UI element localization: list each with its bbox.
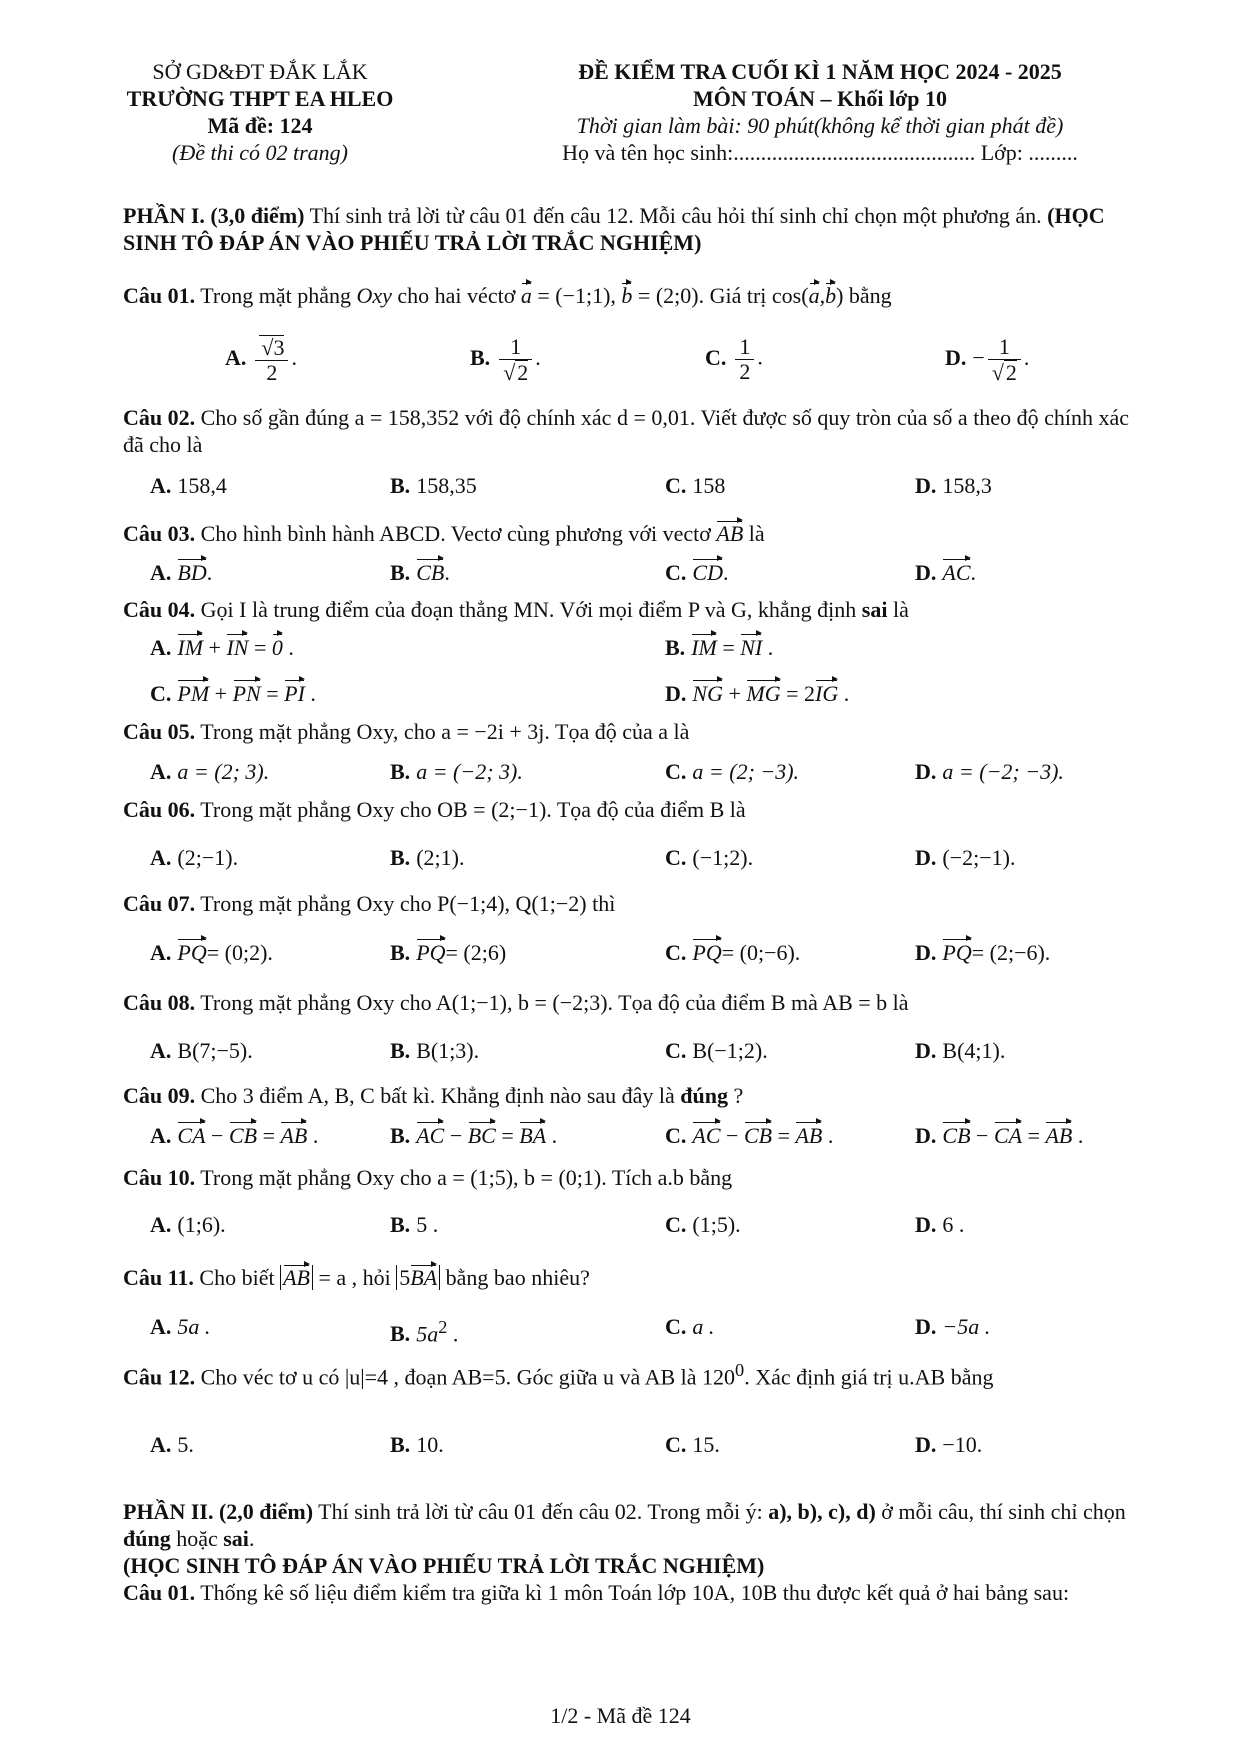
q06-b: (2;1). [416, 845, 465, 870]
q01-c-num: 1 [735, 335, 754, 360]
q01-a-den: 2 [266, 360, 278, 385]
q10-option-c[interactable] [665, 1210, 741, 1240]
department: SỞ GD&ĐT ĐẮK LẮK [152, 59, 368, 84]
q05-option-a[interactable] [150, 757, 269, 787]
q08-c: B(−1;2). [692, 1038, 768, 1063]
opt-key: B. [390, 1212, 411, 1237]
q12-a: 5. [177, 1432, 194, 1457]
q08-option-c[interactable] [665, 1036, 768, 1066]
page-footer: 1/2 - Mã đề 124 [550, 1703, 691, 1728]
part2-title: PHẦN II. (2,0 điểm) [123, 1499, 314, 1524]
opt-key: B. [665, 635, 686, 660]
opt-key: B. [390, 1038, 411, 1063]
frac [255, 335, 288, 385]
q09-option-d[interactable]: D. CB − CA = AB . [915, 1121, 1083, 1151]
q08-text: Trong mặt phẳng Oxy cho A(1;−1), b = (−2;3). Tọa độ của điểm B mà AB = b là [195, 990, 909, 1015]
q11-text1: Cho biết [193, 1265, 281, 1290]
q06-option-a[interactable] [150, 843, 238, 873]
q06-a: (2;−1). [177, 845, 239, 870]
q03-label: Câu 03. [123, 521, 196, 546]
opt-key: B. [390, 845, 411, 870]
student-info: Họ và tên học sinh:............................................ Lớp: ......... [562, 140, 1078, 165]
q04-option-a[interactable]: A. IM + IN = 0 . [150, 633, 294, 663]
q05-a: a = (2; 3). [177, 759, 270, 784]
opt-key: C. [665, 759, 687, 784]
q10-text: Trong mặt phẳng Oxy cho a = (1;5), b = (0;1). Tích a.b bằng [195, 1165, 733, 1190]
part1-title: PHẦN I. (3,0 điểm) [123, 203, 305, 228]
q04-option-c[interactable]: C. PM + PN = PI . [150, 679, 316, 709]
header-right [480, 58, 1160, 166]
q02-text: Cho số gần đúng a = 158,352 với độ chính xác d = 0,01. Viết được số quy tròn của số a theo độ chính xác đã cho là [123, 405, 1129, 457]
q08-d: B(4;1). [942, 1038, 1006, 1063]
opt-key: D. [915, 1314, 937, 1339]
q08-option-a[interactable] [150, 1036, 253, 1066]
q05-option-b[interactable] [390, 757, 523, 787]
part2-dung: đúng [123, 1526, 171, 1551]
question-02 [123, 404, 1153, 458]
q02-a: 158,4 [177, 473, 227, 498]
q02-option-d[interactable] [915, 471, 992, 501]
q01-vec-a: a [520, 283, 532, 308]
q07-text: Trong mặt phẳng Oxy cho P(−1;4), Q(1;−2) thì [195, 891, 616, 916]
opt-key: B. [390, 473, 411, 498]
opt-key: C. [665, 845, 687, 870]
q10-label: Câu 10. [123, 1165, 196, 1190]
q12-end: . Xác định giá trị u.AB bằng [744, 1364, 994, 1390]
opt-key: A. [150, 635, 172, 660]
question-03 [123, 520, 1153, 547]
question-08 [123, 989, 1153, 1016]
q01-aval: = (−1;1), [531, 283, 622, 308]
q11-c: a . [692, 1314, 715, 1339]
opt-key: A. [150, 1432, 172, 1457]
opt-key: C. [665, 1432, 687, 1457]
part1-intro [123, 202, 1153, 256]
q12-text: Cho véc tơ u có |u|=4 , đoạn AB=5. Góc giữa u và AB là 120 [195, 1364, 736, 1390]
q09-bold: đúng [680, 1083, 729, 1108]
q10-option-b[interactable] [390, 1210, 438, 1240]
q07-option-b[interactable]: B. PQ= (2;6) [390, 938, 506, 968]
q06-option-d[interactable] [915, 843, 1015, 873]
q12-c: 15. [692, 1432, 720, 1457]
opt-key: D. [915, 1212, 937, 1237]
q10-d: 6 . [942, 1212, 965, 1237]
part2-items: a), b), c), d) [768, 1499, 876, 1524]
q03-option-d[interactable]: D. AC. [915, 558, 976, 588]
q01-option-b[interactable]: B. $\frac{1}{√2}$ . [470, 334, 541, 385]
q01-vec-a2: a [808, 283, 820, 308]
q01-end: ) bằng [836, 283, 892, 308]
q02-c: 158 [692, 473, 726, 498]
question-11: Câu 11. Cho biết AB = a , hỏi 5BA bằng bao nhiêu? [123, 1265, 590, 1290]
question-07 [123, 890, 1153, 917]
q07-label: Câu 07. [123, 891, 196, 916]
q12-option-d[interactable] [915, 1430, 982, 1460]
q07-option-a[interactable]: A. PQ= (0;2). [150, 938, 273, 968]
q02-option-c[interactable] [665, 471, 725, 501]
question-06 [123, 796, 1153, 823]
q12-b: 10. [416, 1432, 444, 1457]
question-12 [123, 1357, 1153, 1390]
part2-text1: Thí sinh trả lời từ câu 01 đến câu 02. Trong mỗi ý: [313, 1499, 769, 1524]
q08-option-d[interactable] [915, 1036, 1005, 1066]
q08-option-b[interactable] [390, 1036, 479, 1066]
q11-b: 5a [416, 1321, 439, 1347]
q07-b: = (2;6) [445, 940, 507, 965]
q01-b-num: 1 [499, 335, 532, 360]
header-left [100, 58, 420, 166]
q01-vec-b: b [621, 283, 633, 308]
q04-end: là [887, 597, 909, 622]
q10-b: 5 . [416, 1212, 439, 1237]
q01-d-num: 1 [988, 335, 1021, 360]
opt-key: B. [390, 1123, 411, 1148]
q11-d: −5a . [942, 1314, 991, 1339]
exam-code: Mã đề: 124 [207, 113, 313, 138]
q06-option-b[interactable] [390, 843, 464, 873]
opt-key: C. [665, 1212, 687, 1237]
q01-vec-b2: b [825, 283, 837, 308]
q09-option-b[interactable]: B. AC − BC = BA . [390, 1121, 557, 1151]
q09-text: Cho 3 điểm A, B, C bất kì. Khẳng định nào sau đây là [195, 1083, 681, 1108]
q07-option-d[interactable]: D. PQ= (2;−6). [915, 938, 1050, 968]
q05-text: Trong mặt phẳng Oxy, cho a = −2i + 3j. Tọa độ của a là [195, 719, 690, 744]
q05-d: a = (−2; −3). [942, 759, 1064, 784]
opt-key: D. [915, 1038, 937, 1063]
q11-text3: bằng bao nhiêu? [440, 1265, 590, 1290]
q11-option-c[interactable] [665, 1312, 714, 1342]
q09-option-a[interactable]: A. CA − CB = AB . [150, 1121, 318, 1151]
q03-option-b[interactable]: B. CB. [390, 558, 450, 588]
q01-d-den: 2 [1005, 360, 1017, 385]
q02-option-a[interactable] [150, 471, 227, 501]
q03-end: là [743, 521, 765, 546]
opt-key: D. [945, 345, 967, 371]
page-count: (Đề thi có 02 trang) [172, 140, 348, 165]
opt-key: A. [150, 845, 172, 870]
q08-label: Câu 08. [123, 990, 196, 1015]
part2-note: (HỌC SINH TÔ ĐÁP ÁN VÀO PHIẾU TRẢ LỜI TRẮC NGHIỆM) [123, 1553, 765, 1578]
q07-c: = (0;−6). [721, 940, 801, 965]
q02-d: 158,3 [942, 473, 992, 498]
part2-q01-text: Thống kê số liệu điểm kiểm tra giữa kì 1 môn Toán lớp 10A, 10B thu được kết quả ở hai bảng sau: [195, 1580, 1070, 1605]
q12-label: Câu 12. [123, 1364, 196, 1390]
q03-vec: AB [716, 521, 744, 546]
q01-bval: = (2;0). Giá trị cos( [632, 283, 809, 308]
q09-option-c[interactable]: C. AC − CB = AB . [665, 1121, 833, 1151]
q09-end: ? [728, 1083, 744, 1108]
opt-key: D. [915, 759, 937, 784]
q01-option-d[interactable]: D. − $\frac{1}{√2}$ . [945, 334, 1030, 385]
q10-a: (1;6). [177, 1212, 226, 1237]
q03-text: Cho hình bình hành ABCD. Vectơ cùng phương với vectơ [195, 521, 717, 546]
q01-text2: cho hai véctơ [391, 283, 521, 308]
q03-b: CB [416, 558, 444, 588]
q01-text1: Trong mặt phẳng [195, 283, 357, 308]
exam-time: Thời gian làm bài: 90 phút(không kể thời gian phát đề) [576, 113, 1064, 138]
q08-a: B(7;−5). [177, 1038, 253, 1063]
opt-key: B. [390, 1432, 411, 1457]
q05-option-c[interactable] [665, 757, 799, 787]
question-10 [123, 1164, 1153, 1191]
opt-key: C. [665, 1038, 687, 1063]
q11-option-b[interactable]: B. $5a^2$ . [390, 1317, 459, 1347]
opt-key: D. [915, 940, 937, 965]
q03-option-c[interactable]: C. CD. [665, 558, 728, 588]
opt-key: A. [150, 1123, 172, 1148]
opt-key: A. [150, 1038, 172, 1063]
q10-option-d[interactable] [915, 1210, 964, 1240]
opt-key: A. [150, 560, 172, 585]
q07-option-c[interactable]: C. PQ= (0;−6). [665, 938, 800, 968]
q01-option-c[interactable]: C. $\frac{1}{2}$ . [705, 334, 763, 384]
q10-c: (1;5). [692, 1212, 741, 1237]
q05-label: Câu 05. [123, 719, 196, 744]
part2-sai: sai [223, 1526, 249, 1551]
q01-b-den: 2 [517, 360, 529, 385]
q06-text: Trong mặt phẳng Oxy cho OB = (2;−1). Tọa độ của điểm B là [195, 797, 746, 822]
part2-text4: . [248, 1526, 255, 1551]
q04-option-d[interactable]: D. NG + MG = 2IG . [665, 679, 849, 709]
part2-q01-label: Câu 01. [123, 1580, 196, 1605]
frac: $\frac{1}{√2}$ [988, 335, 1021, 385]
frac [735, 335, 754, 384]
opt-key: C. [705, 344, 727, 370]
q01-a-num: √3 [261, 335, 285, 360]
opt-key: B. [390, 940, 411, 965]
opt-key: D. [915, 1432, 937, 1457]
q12-option-c[interactable] [665, 1430, 720, 1460]
opt-key: B. [390, 759, 411, 784]
opt-key: C. [665, 1314, 687, 1339]
opt-key: C. [665, 560, 687, 585]
q02-option-b[interactable] [390, 471, 477, 501]
opt-key: C. [150, 681, 172, 706]
opt-key: A. [150, 1212, 172, 1237]
opt-key: D. [915, 473, 937, 498]
q02-label: Câu 02. [123, 405, 196, 430]
q06-d: (−2;−1). [942, 845, 1016, 870]
opt-key: D. [665, 681, 687, 706]
q04-bold: sai [861, 597, 888, 622]
q11-option-d[interactable] [915, 1312, 990, 1342]
opt-key: A. [225, 345, 247, 371]
q06-option-c[interactable] [665, 843, 753, 873]
q01-label: Câu 01. [123, 283, 196, 308]
q08-b: B(1;3). [416, 1038, 480, 1063]
q11-text2: = a , hỏi [312, 1265, 397, 1290]
question-04 [123, 596, 1153, 623]
question-09 [123, 1082, 1153, 1109]
q10-option-a[interactable] [150, 1210, 226, 1240]
q01-c-den: 2 [739, 359, 751, 384]
q05-b: a = (−2; 3). [416, 759, 523, 784]
q05-option-d[interactable] [915, 757, 1064, 787]
opt-key: A. [150, 1314, 172, 1339]
q11-option-a[interactable] [150, 1312, 210, 1342]
q12-d: −10. [942, 1432, 983, 1457]
opt-key: C. [665, 1123, 687, 1148]
opt-key: A. [150, 759, 172, 784]
part2-intro [123, 1498, 1153, 1606]
q03-a: BD [177, 558, 206, 588]
q07-a: = (0;2). [206, 940, 273, 965]
q04-text: Gọi I là trung điểm của đoạn thẳng MN. Với mọi điểm P và G, khẳng định [195, 597, 862, 622]
q03-option-a[interactable]: A. BD. [150, 558, 212, 588]
opt-key: C. [665, 940, 687, 965]
q06-c: (−1;2). [692, 845, 754, 870]
opt-key: B. [390, 560, 411, 585]
q04-label: Câu 04. [123, 597, 196, 622]
q06-label: Câu 06. [123, 797, 196, 822]
exam-subject: MÔN TOÁN – Khối lớp 10 [692, 86, 948, 111]
question-01: Câu 01. Trong mặt phẳng Oxy cho hai véctơ a = (−1;1), b = (2;0). Giá trị cos(a,b) bằng [123, 283, 892, 308]
q01-oxy: Oxy [356, 283, 392, 308]
part2-text2: ở mỗi câu, thí sinh chỉ chọn [875, 1499, 1126, 1524]
opt-key: B. [470, 345, 491, 371]
q11-b-sup: 2 [438, 1317, 448, 1337]
opt-key: B. [390, 1321, 411, 1347]
question-05 [123, 718, 1153, 745]
opt-key: D. [915, 845, 937, 870]
q12-option-a[interactable] [150, 1430, 194, 1460]
exam-title: ĐỀ KIỂM TRA CUỐI KÌ 1 NĂM HỌC 2024 - 2025 [578, 59, 1062, 84]
q01-option-a[interactable]: A. $\frac{√3}{2}$ . [225, 335, 297, 385]
q09-label: Câu 09. [123, 1083, 196, 1108]
q04-option-b[interactable]: B. IM = NI . [665, 633, 773, 663]
q03-c: CD [692, 558, 723, 588]
part1-note: (HỌC SINH TÔ ĐÁP ÁN VÀO PHIẾU TRẢ LỜI TRẮC NGHIỆM) [123, 203, 1105, 255]
opt-key: A. [150, 473, 172, 498]
q07-d: = (2;−6). [971, 940, 1051, 965]
q02-b: 158,35 [416, 473, 477, 498]
opt-key: A. [150, 940, 172, 965]
school-name: TRƯỜNG THPT EA HLEO [126, 86, 394, 111]
opt-key: D. [915, 560, 937, 585]
q11-label: Câu 11. [123, 1265, 194, 1290]
frac: $\frac{1}{√2}$ [499, 335, 532, 385]
q05-c: a = (2; −3). [692, 759, 800, 784]
q03-d: AC [942, 558, 970, 588]
q12-option-b[interactable] [390, 1430, 444, 1460]
part1-text: Thí sinh trả lời từ câu 01 đến câu 12. Mỗi câu hỏi thí sinh chỉ chọn một phương án. [304, 203, 1048, 228]
opt-key: C. [665, 473, 687, 498]
q11-a: 5a . [177, 1314, 211, 1339]
q12-sup: 0 [735, 1360, 745, 1380]
part2-text3: hoặc [170, 1526, 224, 1551]
opt-key: D. [915, 1123, 937, 1148]
